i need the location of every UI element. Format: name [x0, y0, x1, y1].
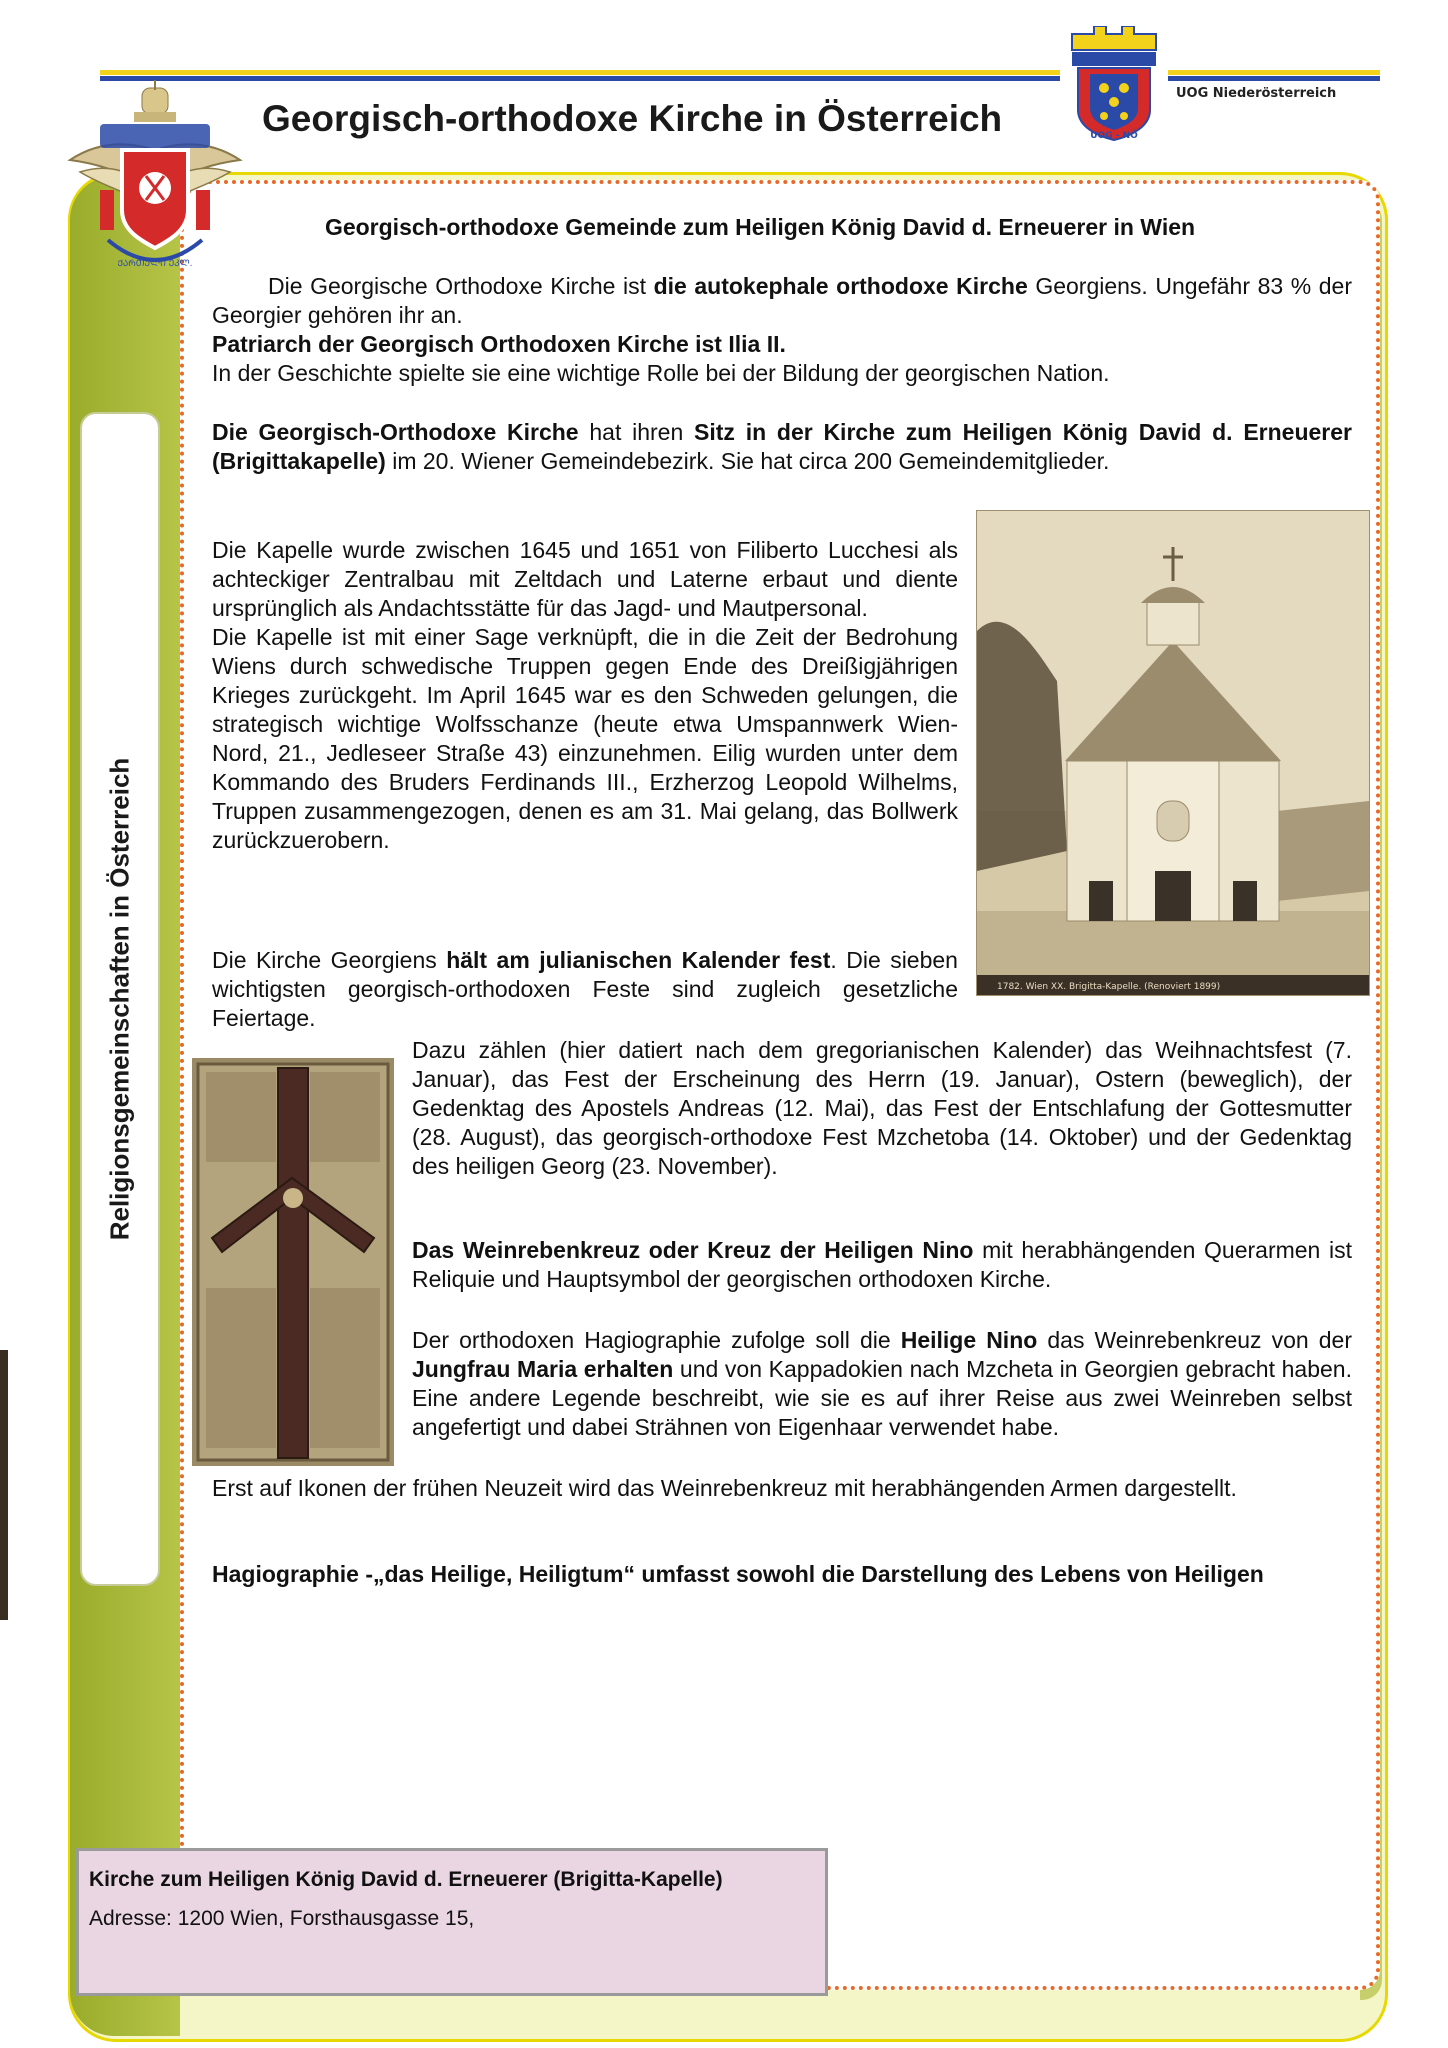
- history-line: In der Geschichte spielte sie eine wichtige Rolle bei der Bildung der georgischen Nation.: [212, 360, 1110, 386]
- intro-text-b: die autokephale orthodoxe Kirche: [653, 273, 1028, 299]
- chapel-illustration: [977, 511, 1369, 995]
- cross-text-b: mit herabhängenden Querarmen ist Reliquie und Hauptsymbol der georgischen orthodoxen Kirche.: [412, 1237, 1352, 1292]
- grapevine-cross-photo: [192, 1058, 394, 1466]
- address-info-box: [76, 1848, 828, 1996]
- hagiography-paragraph: [412, 1326, 1352, 1442]
- chapel-legend-text: Die Kapelle ist mit einer Sage verknüpft, die in die Zeit der Bedrohung Wiens durch schwedische Truppen gegen Ende des Dreißigjährigen Krieges zurückgeht. Im April 1645 war es den Schweden gelungen, die strategisch wichtige Wolfsschanze (heute etwa Umspannwerk Wien-Nord, 21., Jedleseer Straße 43) einzunehmen. Eilig wurden unter dem Kommando des Bruders Ferdinands III., Erzherzog Leopold Wilhelms, Truppen zusammengezogen, denen es am 31. Mai gelang, das Bollwerk zurückzuerobern.: [212, 624, 958, 853]
- left-edge-photo-fragment: [0, 1350, 8, 1620]
- calendar-text-b: hält am julianischen Kalender fest: [446, 947, 831, 973]
- intro-paragraph: [212, 272, 1352, 388]
- icons-text: Erst auf Ikonen der frühen Neuzeit wird das Weinrebenkreuz mit herabhängenden Armen dargestellt.: [212, 1475, 1237, 1501]
- uog-crest-logo: [1066, 26, 1162, 142]
- chapel-built-text: Die Kapelle wurde zwischen 1645 und 1651 von Filiberto Lucchesi als achteckiger Zentralbau mit Zeltdach und Laterne erbaut und diente ursprünglich als Andachtsstätte für das Jagd- und Mautpersonal.: [212, 537, 958, 621]
- definition-text: Hagiographie -„das Heilige, Heiligtum“ umfasst sowohl die Darstellung des Lebens von Heiligen: [212, 1561, 1264, 1587]
- page-title: Georgisch-orthodoxe Kirche in Österreich: [262, 98, 1003, 139]
- sidebar-vertical-label: Religionsgemeinschaften in Österreich: [104, 757, 135, 1241]
- icons-paragraph: [212, 1474, 1352, 1503]
- calendar-paragraph: [212, 946, 958, 1033]
- info-box-address: Adresse: 1200 Wien, Forsthausgasse 15,: [89, 1907, 475, 1930]
- section-subtitle: Georgisch-orthodoxe Gemeinde zum Heiligen König David d. Erneuerer in Wien: [324, 214, 1196, 240]
- cross-illustration: [192, 1058, 394, 1466]
- seat-text-a: Die Georgisch-Orthodoxe Kirche: [212, 419, 579, 445]
- org-label: UOG Niederösterreich: [1176, 86, 1337, 101]
- seat-text-c: Sitz in der Kirche zum Heiligen König David d. Erneuerer (Brigittakapelle): [212, 419, 1352, 474]
- logo-right-text: UOG - NÖ: [1090, 131, 1138, 141]
- cross-text-a: Das Weinrebenkreuz oder Kreuz der Heiligen Nino: [412, 1237, 974, 1263]
- calendar-text-a: Die Kirche Georgiens: [212, 947, 447, 973]
- calendar-text-c: . Die sieben wichtigsten georgisch-orthodoxen Feste sind zugleich gesetzliche Feiertage.: [212, 947, 958, 1031]
- intro-text-a: Die Georgische Orthodoxe Kirche ist: [268, 273, 654, 299]
- chapel-history-paragraph: [212, 536, 958, 855]
- nino-text-c: das Weinrebenkreuz von der: [1037, 1327, 1353, 1353]
- nino-text-a: Der orthodoxen Hagiographie zufolge soll die: [412, 1327, 901, 1353]
- seat-paragraph: [212, 418, 1352, 476]
- feasts-paragraph: [412, 1036, 1352, 1181]
- intro-text-c: Georgiens. Ungefähr 83 % der Georgier gehören ihr an.: [212, 273, 1352, 328]
- nino-text-d: Jungfrau Maria erhalten: [412, 1356, 674, 1382]
- feasts-text: Dazu zählen (hier datiert nach dem gregorianischen Kalender) das Weihnachtsfest (7. Januar), das Fest der Erscheinung des Herrn (19. Januar), Ostern (beweglich), der Gedenktag des Apostels Andreas (12. Mai), das Fest der Entschlafung der Gottesmutter (28. August), das georgisch-orthodoxe Fest Mzchetoba (14. Oktober) und der Gedenktag des heiligen Georg (23. November).: [412, 1037, 1352, 1179]
- header-stripes-right: [1168, 70, 1380, 84]
- church-emblem-logo: [60, 80, 250, 270]
- patriarch-line: Patriarch der Georgisch Orthodoxen Kirche ist Ilia II.: [212, 331, 786, 357]
- seat-text-b: hat ihren: [578, 419, 695, 445]
- nino-text-e: und von Kappadokien nach Mzcheta in Georgien gebracht haben. Eine andere Legende beschreibt, wie sie es auf ihrer Reise aus zwei Weinreben selbst angefertigt und dabei Strähnen von Eigenhaar verwendet habe.: [412, 1356, 1352, 1440]
- hagiography-definition: [212, 1560, 1352, 1589]
- seat-text-d: im 20. Wiener Gemeindebezirk. Sie hat circa 200 Gemeindemitglieder.: [385, 448, 1110, 474]
- grapevine-cross-paragraph: [412, 1236, 1352, 1294]
- chapel-photo: [976, 510, 1370, 996]
- info-box-title: Kirche zum Heiligen König David d. Erneuerer (Brigitta-Kapelle): [89, 1868, 723, 1891]
- photo-caption: 1782. Wien XX. Brigitta-Kapelle. (Renoviert 1899): [997, 982, 1221, 992]
- logo-left-text: ᲥᲐᲠᲗᲣᲚᲘ ᲔᲙᲚ.: [117, 259, 193, 269]
- nino-text-b: Heilige Nino: [900, 1327, 1038, 1353]
